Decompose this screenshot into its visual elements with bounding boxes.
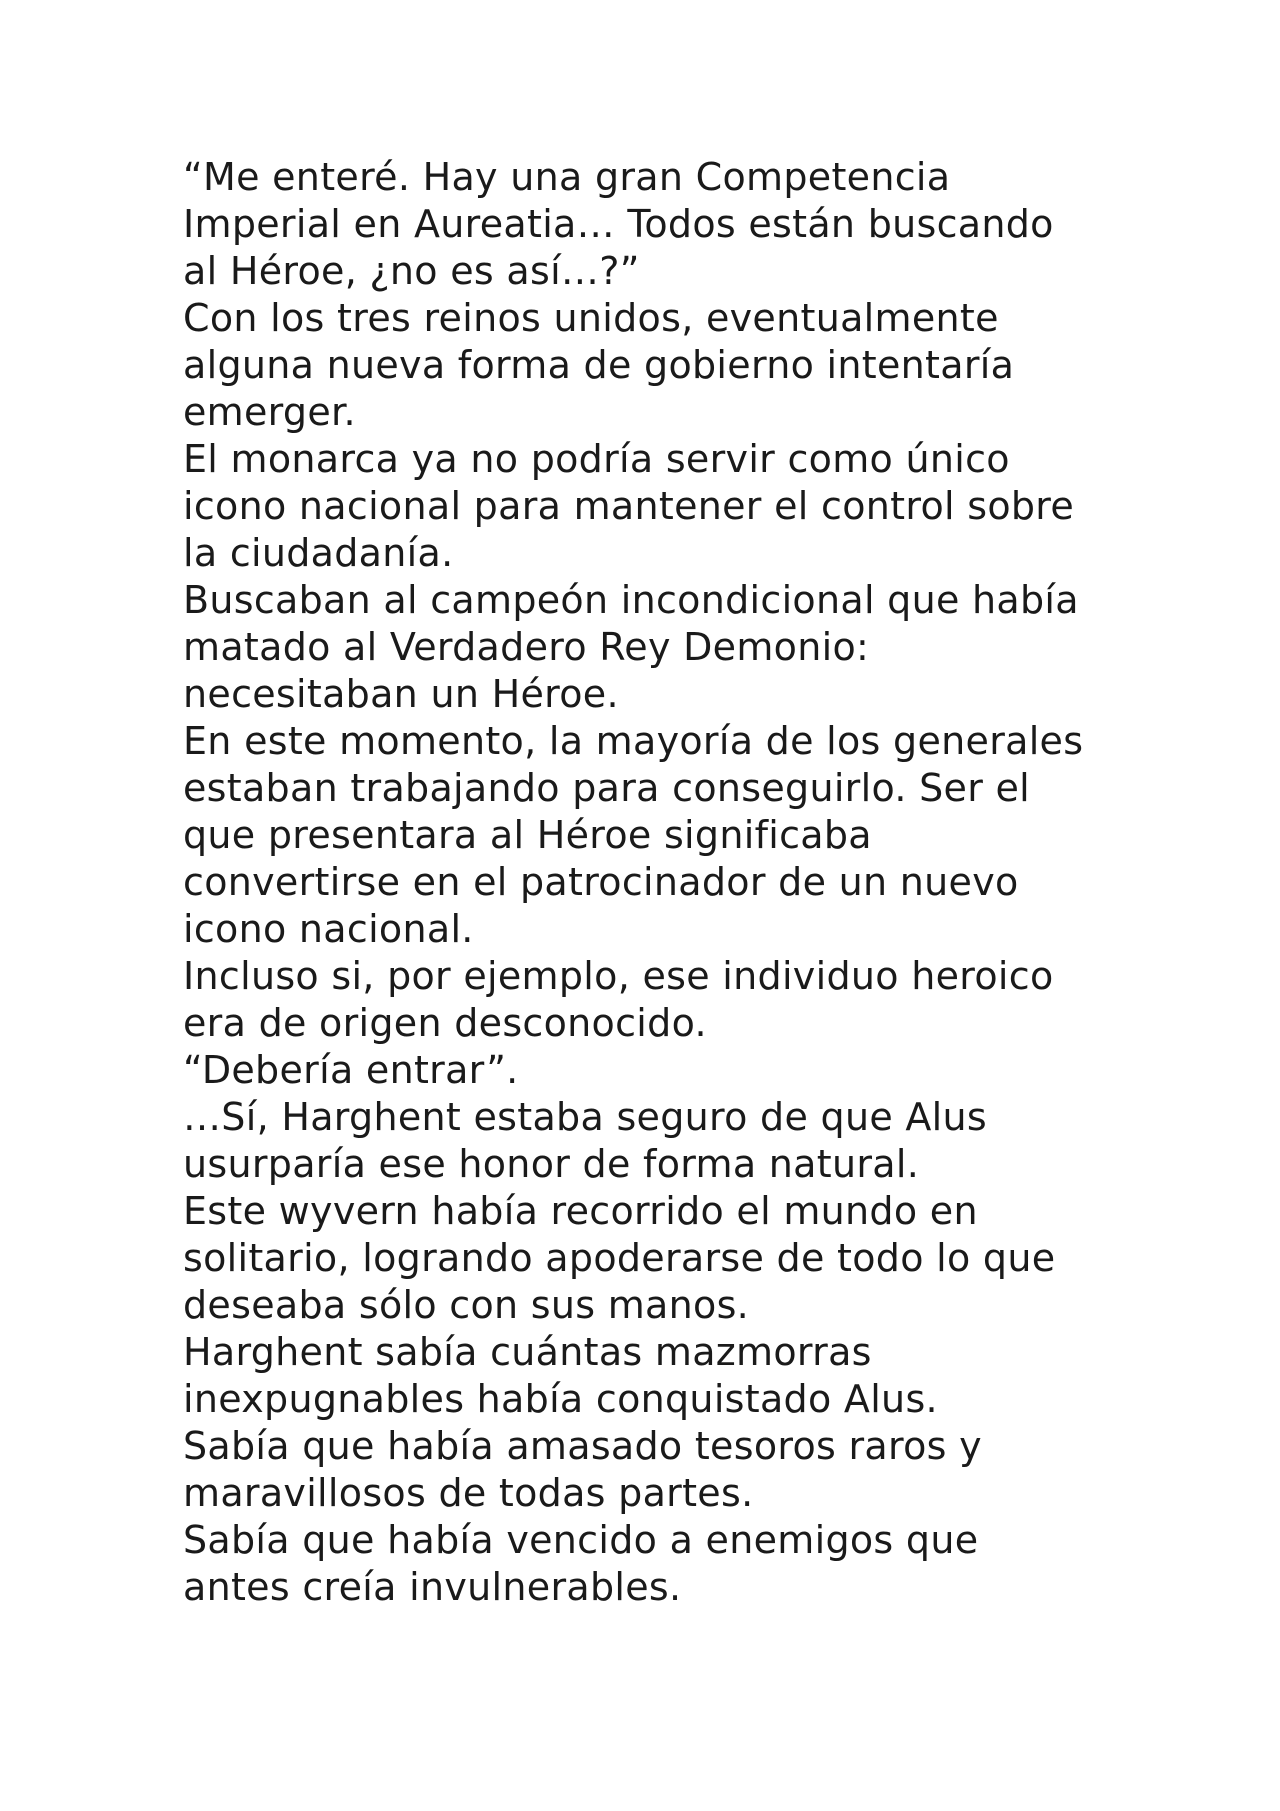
paragraph: [183, 436, 1183, 577]
paragraph: [183, 1188, 1183, 1329]
text-line: …Sí, Harghent estaba seguro de que Alus: [183, 1095, 988, 1139]
paragraph: [183, 953, 1183, 1047]
text-line: “Debería entrar”.: [183, 1048, 519, 1092]
paragraph: [183, 1047, 1183, 1094]
text-line: icono nacional.: [183, 907, 474, 951]
text-line: En este momento, la mayoría de los generales: [183, 719, 1084, 763]
text-line: convertirse en el patrocinador de un nuevo: [183, 860, 1019, 904]
text-line: “Me enteré. Hay una gran Competencia: [183, 155, 951, 199]
text-line: Imperial en Aureatia… Todos están buscando: [183, 202, 1054, 246]
text-line: la ciudadanía.: [183, 531, 454, 575]
text-line: Harghent sabía cuántas mazmorras: [183, 1330, 872, 1374]
paragraph: [183, 1329, 1183, 1423]
paragraph: [183, 1094, 1183, 1188]
text-line: Este wyvern había recorrido el mundo en: [183, 1189, 978, 1233]
text-line: estaban trabajando para conseguirlo. Ser el: [183, 766, 1031, 810]
text-line: al Héroe, ¿no es así…?”: [183, 249, 640, 293]
paragraph: [183, 295, 1183, 436]
text-line: que presentara al Héroe significaba: [183, 813, 872, 857]
paragraph: [183, 1517, 1183, 1611]
text-line: Con los tres reinos unidos, eventualmente: [183, 296, 999, 340]
text-line: deseaba sólo con sus manos.: [183, 1283, 750, 1327]
text-line: necesitaban un Héroe.: [183, 672, 619, 716]
paragraph: [183, 577, 1183, 718]
text-line: Incluso si, por ejemplo, ese individuo heroico: [183, 954, 1054, 998]
text-line: icono nacional para mantener el control sobre: [183, 484, 1075, 528]
text-line: Buscaban al campeón incondicional que había: [183, 578, 1079, 622]
text-line: antes creía invulnerables.: [183, 1565, 682, 1609]
text-line: usurparía ese honor de forma natural.: [183, 1142, 920, 1186]
paragraph: [183, 718, 1183, 953]
text-line: solitario, logrando apoderarse de todo lo que: [183, 1236, 1056, 1280]
text-line: emerger.: [183, 390, 356, 434]
paragraph: [183, 154, 1183, 295]
text-block: [183, 154, 1183, 1611]
text-line: El monarca ya no podría servir como único: [183, 437, 1010, 481]
paragraph: [183, 1423, 1183, 1517]
text-line: inexpugnables había conquistado Alus.: [183, 1377, 938, 1421]
text-line: Sabía que había amasado tesoros raros y: [183, 1424, 982, 1468]
text-line: alguna nueva forma de gobierno intentaría: [183, 343, 1015, 387]
text-line: matado al Verdadero Rey Demonio:: [183, 625, 870, 669]
text-line: era de origen desconocido.: [183, 1001, 707, 1045]
text-line: maravillosos de todas partes.: [183, 1471, 754, 1515]
text-line: Sabía que había vencido a enemigos que: [183, 1518, 979, 1562]
